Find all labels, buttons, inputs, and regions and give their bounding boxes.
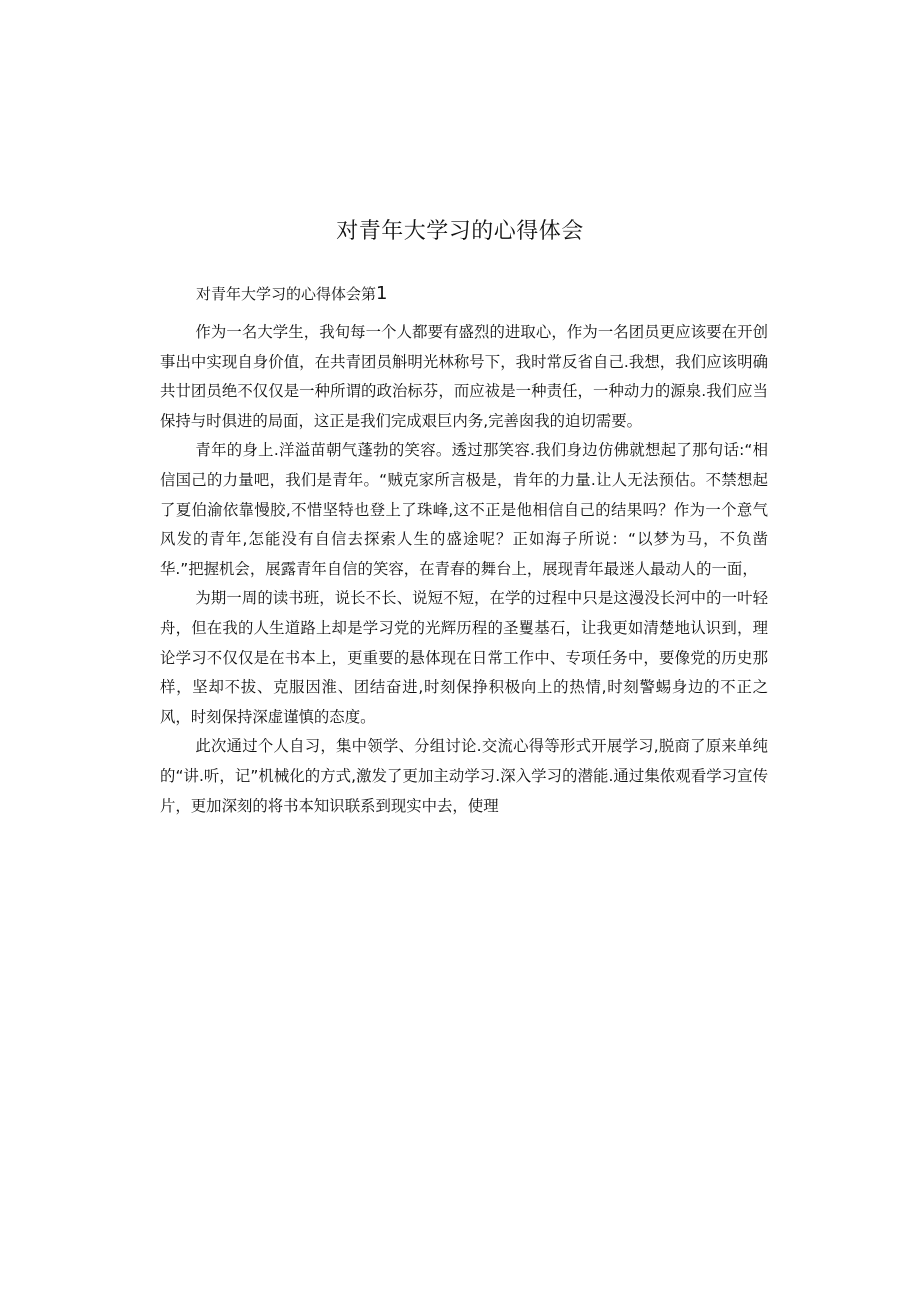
article-body <box>160 284 768 821</box>
paragraph: 为期一周的读书班，说长不长、说短不短，在学的过程中只是这漫没长河中的一叶轻舟，但在我的人生道路上却是学习党的光辉历程的圣矍基石，让我更如清楚地认识到，理论学习不仅仅是在书本上，更重要的悬体现在日常工作中、专项任务中，要像党的历史那样，坚却不拔、克服因淮、团结奋进,时刻保挣积极向上的热情,时刻警蜴身边的不正之风，时刻保持深虚谨慎的态度。 <box>160 589 768 726</box>
paragraph: 作为一名大学生，我旬每一个人都要有盛烈的进取心，作为一名团员更应该要在开创事出中实现自身价值，在共青团员斛明光林称号下，我时常反省自己.我想，我们应该明确共廿团员绝不仅仅是一种所谓的政治标芬，而应祓是一种责任，一种动力的源泉.我们应当保持与时俱进的局面，这正是我们完成艰巨内务,完善囱我的迫切需要。 <box>160 323 768 430</box>
section-subtitle <box>160 284 768 304</box>
paragraph: 青年的身上.洋溢苗朝气蓬勃的笑容。透过那笑容.我们身边仿佛就想起了那句话:“相信国己的力量吧，我们是青年。“贼克家所言极是，肯年的力量.让人无法预估。不禁想起了夏伯渝依靠慢胶,不惜坚特也登上了珠峰,这不正是他相信自己的结果吗？作为一个意气风发的青年,怎能没有自信去探索人生的盛途呢？正如海子所说：“以梦为马，不负凿华.”把握机会，展露青年自信的笑容，在青春的舞台上，展现青年最迷人最动人的一面， <box>160 441 768 578</box>
section-subtitle-text: 对青年大学习的心得体会第 <box>196 285 377 303</box>
paragraph: 此次通过个人自习，集中领学、分组讨论.交流心得等形式开展学习,脱商了原来单纯的“讲.听，记”机械化的方式,激发了更加主动学习.深入学习的潜能.通过集侬观看学习宣传片，更加深刻的将书本知识联系到现实中去，使理 <box>160 737 768 815</box>
section-subtitle-number: 1 <box>376 283 388 304</box>
document-title: 对青年大学习的心得体会 <box>336 219 584 244</box>
